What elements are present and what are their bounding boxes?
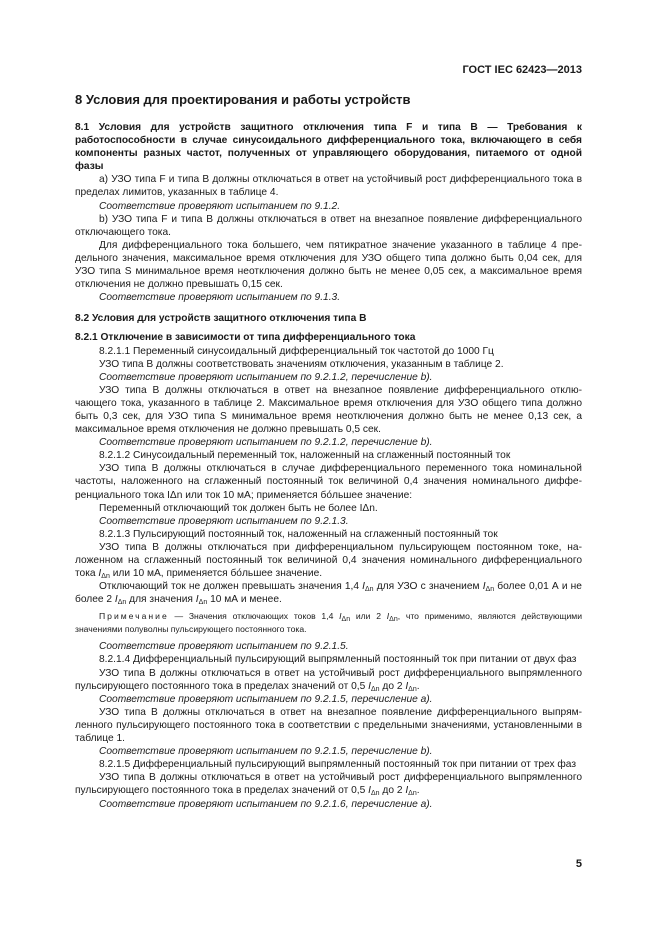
paragraph: b) УЗО типа F и типа В должны отключаться в ответ на внезапное появление дифференциального отключающего тока.	[75, 213, 582, 238]
clause-heading: 8.2.1.1 Переменный синусоидальный дифференциальный ток частотой до 1000 Гц	[99, 345, 494, 357]
page-number: 5	[575, 858, 582, 870]
paragraph: Для дифференциального тока большего, чем пятикратное значение указанного в таблице 4 предельного значения, максимальное время отключения для УЗО общего типа должно быть 0,04 сек, для УЗО типа S минимальное время неотключения должно быть не менее 0,05 сек, а максимальное время отключения не должно превышать 0,15 сек.	[75, 239, 582, 291]
paragraph: УЗО типа В должны отключаться в ответ на внезапное появление дифференциального выпрямленного пульсирующего постоянного тока в соответствии с предельными значениями, установленными в таблице 1.	[75, 706, 582, 745]
subsection-8-1-title: 8.1 Условия для устройств защитного отключения типа F и типа В — Требования к работоспособности в случае синусоидального дифференциального тока, включающего в себя компоненты разных частот, полученных от управляющего оборудования, питаемого от одной фазы	[75, 122, 582, 173]
compliance-note: Соответствие проверяют испытанием по 9.1.2.	[99, 200, 341, 212]
compliance-note: Соответствие проверяют испытанием по 9.2.1.3.	[99, 515, 349, 527]
subsection-8-2-title: 8.2 Условия для устройств защитного отключения типа В	[75, 313, 367, 325]
compliance-note: Соответствие проверяют испытанием по 9.2.1.2, перечисление b).	[99, 371, 433, 383]
clause-heading: 8.2.1.3 Пульсирующий постоянный ток, наложенный на сглаженный постоянный ток	[99, 528, 498, 540]
clause-heading: 8.2.1.5 Дифференциальный пульсирующий выпрямленный постоянный ток при питании от трех фаз	[99, 759, 577, 771]
compliance-note: Соответствие проверяют испытанием по 9.2.1.5.	[99, 641, 349, 653]
paragraph: УЗО типа В должны отключаться при дифференциальном пульсирующем постоянном токе, наложенном на сглаженный постоянный ток величиной 0,4 значения номинального дифференциального тока $I_{\Delta n}$ или 10 мА, применяется бо́льшее значение.	[75, 541, 582, 581]
paragraph: Отключающий ток не должен превышать значения 1,4 $I_{\Delta n}$ для УЗО с значением $I_{\Delta n}$ более 0,01 А и не более 2 $I_{\Delta n}$ для значения $I_{\Delta n}$ 10 мА и менее.	[75, 581, 582, 607]
paragraph: УЗО типа В должны отключаться в ответ на устойчивый рост дифференциального выпрямленного пульсирующего постоянного тока в пределах значений от 0,5 $I_{\Delta n}$ до 2 $I_{\Delta n}$.	[75, 772, 582, 798]
compliance-note: Соответствие проверяют испытанием по 9.2.1.6, перечисление а).	[99, 798, 433, 810]
compliance-note: Соответствие проверяют испытанием по 9.2.1.5, перечисление а).	[99, 693, 433, 705]
note: Примечание — Значения отключающих токов 1,4 $I_{\Delta n}$ или 2 $I_{\Delta n}$, что применимо, являются действующими значениями полуволны пульсирующего постоянного тока.	[75, 611, 582, 634]
paragraph: УЗО типа В должны соответствовать значениям отключения, указанным в таблице 2.	[99, 358, 504, 370]
clause-heading: 8.2.1.4 Дифференциальный пульсирующий выпрямленный постоянный ток при питании от двух фаз	[99, 654, 577, 666]
compliance-note: Соответствие проверяют испытанием по 9.2.1.2, перечисление b).	[99, 437, 433, 449]
paragraph: УЗО типа В должны отключаться в случае дифференциального переменного тока номинальной частоты, наложенного на сглаженный постоянный ток величиной 0,4 значения номинального дифференциального тока IΔn или ток 10 мА; применяется бо́льшее значение:	[75, 463, 582, 501]
clause-8-2-1-title: 8.2.1 Отключение в зависимости от типа дифференциального тока	[75, 332, 416, 344]
page-content	[75, 92, 582, 811]
paragraph: а) УЗО типа F и типа В должны отключаться в ответ на устойчивый рост дифференциального тока в пределах лимитов, указанных в таблице 4.	[75, 174, 582, 199]
section-title: 8 Условия для проектирования и работы устройств	[75, 92, 411, 107]
paragraph: УЗО типа В должны отключаться в ответ на устойчивый рост дифференциального выпрямленного пульсирующего постоянного тока в пределах значений от 0,5 $I_{\Delta n}$ до 2 $I_{\Delta n}$.	[75, 667, 582, 693]
clause-heading: 8.2.1.2 Синусоидальный переменный ток, наложенный на сглаженный постоянный ток	[99, 450, 511, 462]
compliance-note: Соответствие проверяют испытанием по 9.2.1.5, перечисление b).	[99, 746, 433, 758]
compliance-note: Соответствие проверяют испытанием по 9.1.3.	[99, 292, 341, 304]
paragraph: Переменный отключающий ток должен быть не более IΔn.	[99, 502, 378, 514]
document-header: ГОСТ IEC 62423—2013	[462, 64, 582, 76]
paragraph: УЗО типа В должны отключаться в ответ на внезапное появление дифференциального отключающего тока, указанного в таблице 2. Максимальное время отключения для УЗО общего типа должно быть 0,3 сек, для УЗО типа S минимальное время неотключения должно быть не менее 0,13 сек, а максимальное время отключения не должно превышать 0,5 сек.	[75, 384, 582, 436]
